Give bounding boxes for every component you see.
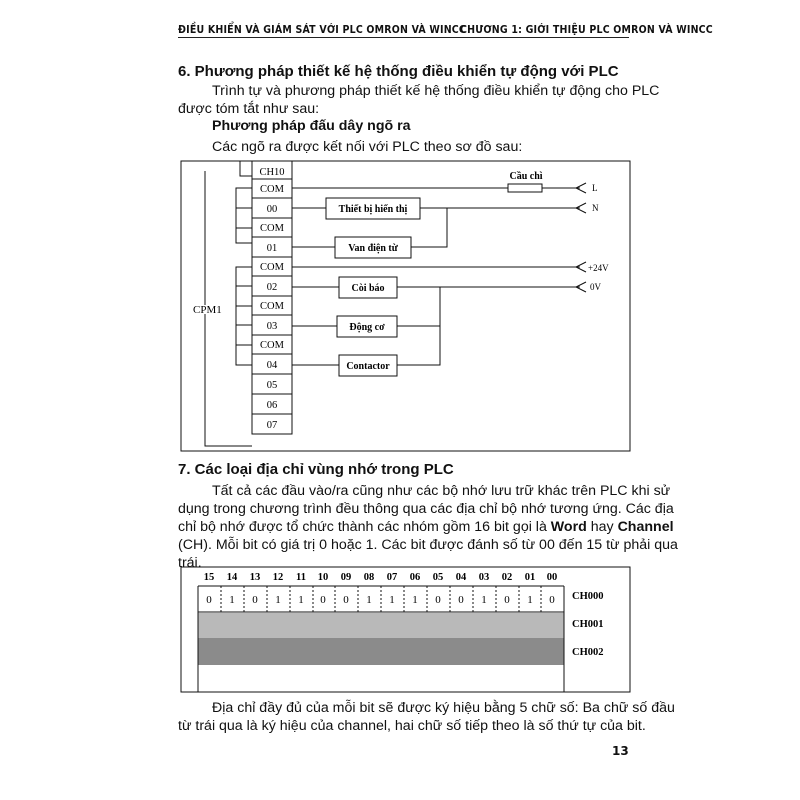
bit-value: 0 <box>343 594 349 606</box>
bit-value: 0 <box>252 594 258 606</box>
channel-label: CH10 <box>259 167 285 178</box>
terminal-label: COM <box>260 223 284 234</box>
header-right: CHƯƠNG 1: GIỚI THIỆU PLC OMRON VÀ WINCC <box>460 24 713 36</box>
bit-value: 1 <box>275 594 281 606</box>
section6-intro-line2: được tóm tắt như sau: <box>178 101 320 117</box>
bit-value: 0 <box>435 594 441 606</box>
bit-number: 10 <box>317 572 329 583</box>
closing-line1: Địa chỉ đầy đủ của mỗi bit sẽ được ký hiệu bằng 5 chữ số: Ba chữ số đầu <box>212 700 675 716</box>
terminal-label: 00 <box>266 204 278 215</box>
bit-value: 0 <box>458 594 464 606</box>
section7-p3-or: hay <box>586 519 618 535</box>
plc-label: CPM1 <box>193 304 222 316</box>
device-label-display: Thiết bị hiển thị <box>338 204 408 215</box>
bit-value: 0 <box>504 594 510 606</box>
terminal-label: COM <box>260 340 284 351</box>
terminal-label: 01 <box>266 243 278 254</box>
section7-p5: trái. <box>178 555 202 571</box>
section7-p4: (CH). Mỗi bit có giá trị 0 hoặc 1. Các bit được đánh số từ 00 đến 15 từ phải qua <box>178 537 678 553</box>
bit-number: 14 <box>226 572 238 583</box>
bit-value: 1 <box>298 594 304 606</box>
bit-number: 04 <box>455 572 467 583</box>
device-label-motor: Động cơ <box>349 322 385 333</box>
section7-title: 7. Các loại địa chỉ vùng nhớ trong PLC <box>178 461 454 478</box>
bit-number: 09 <box>340 572 352 583</box>
closing-line2: từ trái qua là ký hiệu của channel, hai chữ số tiếp theo là số thứ tự của bit. <box>178 718 646 734</box>
bit-number: 01 <box>524 572 536 583</box>
header-left: ĐIỀU KHIỂN VÀ GIÁM SÁT VỚI PLC OMRON VÀ WINCC <box>178 24 467 36</box>
bit-value: 0 <box>320 594 326 606</box>
section6-intro-line1: Trình tự và phương pháp thiết kế hệ thống điều khiển tự động cho PLC <box>212 83 660 99</box>
device-label-contactor: Contactor <box>346 361 390 372</box>
bit-value: 1 <box>229 594 235 606</box>
bit-value: 1 <box>389 594 395 606</box>
terminal-label: COM <box>260 184 284 195</box>
section6-desc: Các ngõ ra được kết nối với PLC theo sơ đồ sau: <box>212 139 523 155</box>
bit-number: 15 <box>203 572 215 583</box>
bit-value: 1 <box>366 594 372 606</box>
section6-title: 6. Phương pháp thiết kế hệ thống điều khiển tự động với PLC <box>178 63 619 80</box>
bit-number: 05 <box>432 572 444 583</box>
ch002-row <box>198 638 564 665</box>
channel-ch001: CH001 <box>572 619 604 630</box>
bit-number: 11 <box>296 572 306 583</box>
terminal-label: 03 <box>266 321 278 332</box>
section7-p1: Tất cả các đầu vào/ra cũng như các bộ nhớ lưu trữ khác trên PLC khi sử <box>212 483 671 499</box>
section7-p2: dụng trong chương trình đều thông qua các địa chỉ bộ nhớ tương ứng. Các địa <box>178 501 674 517</box>
bit-value: 0 <box>549 594 555 606</box>
channel-ch002: CH002 <box>572 647 604 658</box>
device-label-valve: Van điện từ <box>348 243 398 254</box>
terminal-label: 04 <box>266 360 278 371</box>
bit-number: 13 <box>249 572 261 583</box>
term-word: Word <box>550 519 587 535</box>
fuse-label: Cầu chì <box>509 171 543 182</box>
bit-number: 12 <box>272 572 284 583</box>
channel-ch000: CH000 <box>572 591 604 602</box>
bit-number: 03 <box>478 572 490 583</box>
supply-0v: 0V <box>590 282 601 292</box>
bit-value: 1 <box>527 594 533 606</box>
supply-L: L <box>592 183 598 193</box>
page-number: 13 <box>612 744 629 758</box>
bit-value: 1 <box>412 594 418 606</box>
bit-value: 1 <box>481 594 487 606</box>
supply-24v: +24V <box>588 263 609 273</box>
terminal-label: 06 <box>266 400 278 411</box>
section7-p3-text: chỉ bộ nhớ được tổ chức thành các nhóm gồm 16 bit gọi là <box>178 519 551 535</box>
supply-N: N <box>592 203 599 213</box>
terminal-label: COM <box>260 301 284 312</box>
ch001-row <box>198 613 564 638</box>
terminal-label: 05 <box>266 380 278 391</box>
term-channel: Channel <box>617 519 674 535</box>
bit-number: 00 <box>546 572 558 583</box>
terminal-label: 07 <box>266 420 278 431</box>
bit-number: 02 <box>501 572 513 583</box>
terminal-label: 02 <box>266 282 278 293</box>
bit-number: 08 <box>363 572 375 583</box>
bit-number: 06 <box>409 572 421 583</box>
bit-value: 0 <box>206 594 212 606</box>
device-label-buzzer: Còi báo <box>351 283 385 294</box>
section6-subheading: Phương pháp đấu dây ngõ ra <box>212 118 411 134</box>
bit-number: 07 <box>386 572 398 583</box>
terminal-label: COM <box>260 262 284 273</box>
